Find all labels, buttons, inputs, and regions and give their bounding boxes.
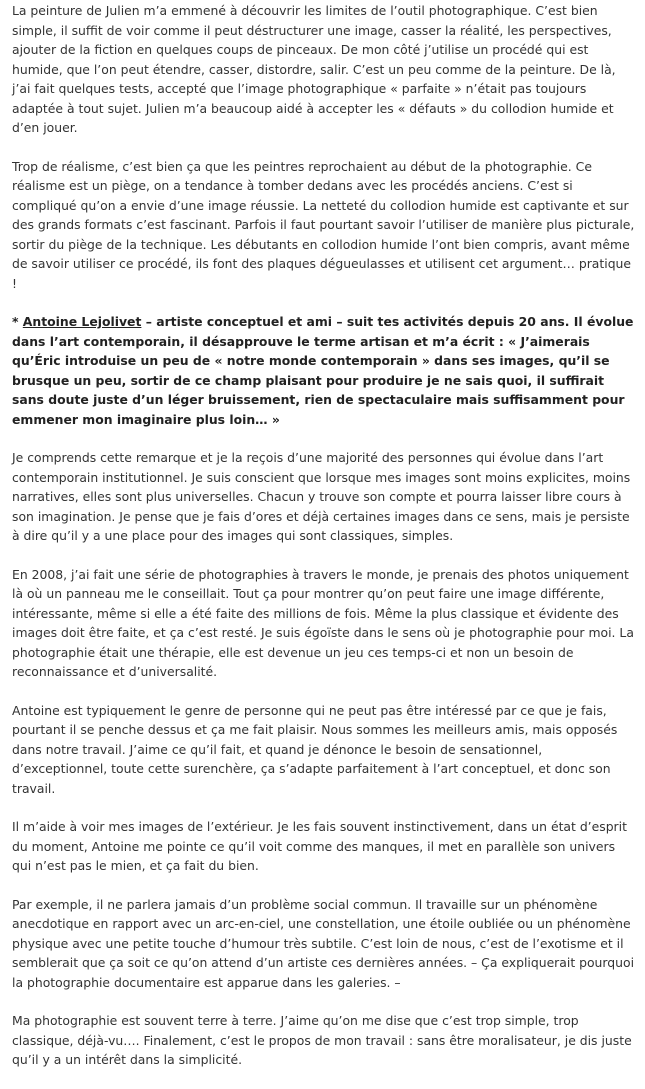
paragraph-contemporary-response: Je comprends cette remarque et je la reçois d’une majorité des personnes qui évolue dans l’art contemporain institutionnel. Je suis conscient que lorsque mes images sont moins explicites, moins narratives, elles sont plus universelles. Chacun y trouve son compte et pourra laisser libre cours à son imagination. Je pense que je fais d’ores et déjà certaines images dans ce sens, mais je persiste à dire qu’il y a une place pour des images qui sont classiques, simples. (12, 450, 631, 543)
paragraph-realism-trap: Trop de réalisme, c’est bien ça que les peintres reprochaient au début de la photographie. Ce réalisme est un piège, on a tendance à tomber dedans avec les procédés anciens. C’est si compliqué qu’on a envie d’une image réussie. La netteté du collodion humide est captivante et sur des grands formats c’est fascinant. Parfois il faut pourtant savoir l’utiliser de manière plus picturale, sortir du piège de la technique. Les débutants en collodion humide l’ont bien compris, avant même de savoir utiliser ce procédé, ils font des plaques dégueulasses et utilisent cet argument… pratique ! (12, 158, 635, 291)
article-body (12, 1, 637, 1089)
quote-antoine-lejolivet (12, 312, 637, 429)
paragraph-outside-view: Il m’aide à voir mes images de l’extérieur. Je les fais souvent instinctivement, dans un état d’esprit du moment, Antoine me pointe ce qu’il voit comme des manques, il met en parallèle son univers qui n’est pas le mien, et ça fait du bien. (12, 819, 627, 873)
paragraph-antoine-friend: Antoine est typiquement le genre de personne qui ne peut pas être intéressé par ce que je fais, pourtant il se penche dessus et ça me fait plaisir. Nous sommes les meilleurs amis, mais opposés dans notre travail. J’aime ce qu’il fait, et quand je dénonce le besoin de sensationnel, d’exceptionnel, toute cette surenchère, ça s’adapte parfaitement à l’art conceptuel, et donc son travail. (12, 702, 618, 796)
paragraph-2008-series: En 2008, j’ai fait une série de photographies à travers le monde, je prenais des photos uniquement là où un panneau me le conseillait. Tout ça pour montrer qu’on peut faire une image différente, intéressante, même si elle a été faite des millions de fois. Même la plus classique et évidente des images doit être faite, et ça c’est resté. Je suis égoïste dans le sens où je photographie pour moi. La photographie était une thérapie, elle est devenue un jeu ces temps-ci et non un besoin de reconnaissance et d’universalité. (12, 566, 634, 679)
quote-asterisk: * (12, 314, 23, 329)
quote-text: – artiste conceptuel et ami – suit tes activités depuis 20 ans. Il évolue dans l’art contemporain, il désapprouve le terme artisan et m’a écrit : « J’aimerais qu’Éric introduise un peu de « notre monde contemporain » dans ses images, qu’il se brusque un peu, sortir de ce champ plaisant pour produire je ne sais quoi, il suffirait sans doute juste d’un léger bruissement, rien de spectaculaire mais suffisamment pour emmener mon imaginaire plus loin… » (12, 314, 634, 427)
paragraph-example-phenomenon: Par exemple, il ne parlera jamais d’un problème social commun. Il travaille sur un phénomène anecdotique en rapport avec un arc-en-ciel, une constellation, une étoile oubliée ou un phénomène physique avec une petite touche d’humour très subtile. C’est loin de nous, c’est de l’exotisme et il semblerait que ça soit ce qu’on attend d’un artiste ces dernières années. – Ça expliquerait pourquoi la photographie documentaire est apparue dans les galeries. – (12, 896, 635, 990)
paragraph-julien-painting: La peinture de Julien m’a emmené à découvrir les limites de l’outil photographique. C’est bien simple, il suffit de voir comme il peut déstructurer une image, casser la réalité, les perspectives, ajouter de la fiction en quelques coups de pinceaux. De mon côté j’utilise un procédé qui est humide, que l’on peut étendre, casser, distordre, salir. C’est un peu comme de la peinture. De là, j’ai fait quelques tests, accepté que l’image photographique « parfaite » n’était pas toujours adaptée à tout sujet. Julien m’a beaucoup aidé à accepter les « défauts » du collodion humide et d’en jouer. (12, 3, 616, 135)
paragraph-simplicity: Ma photographie est souvent terre à terre. J’aime qu’on me dise que c’est trop simple, trop classique, déjà-vu…. Finalement, c’est le propos de mon travail : sans être moralisateur, je dis juste qu’il y a un intérêt dans la simplicité. (12, 1013, 632, 1067)
quote-author-link[interactable]: Antoine Lejolivet (22, 314, 142, 329)
